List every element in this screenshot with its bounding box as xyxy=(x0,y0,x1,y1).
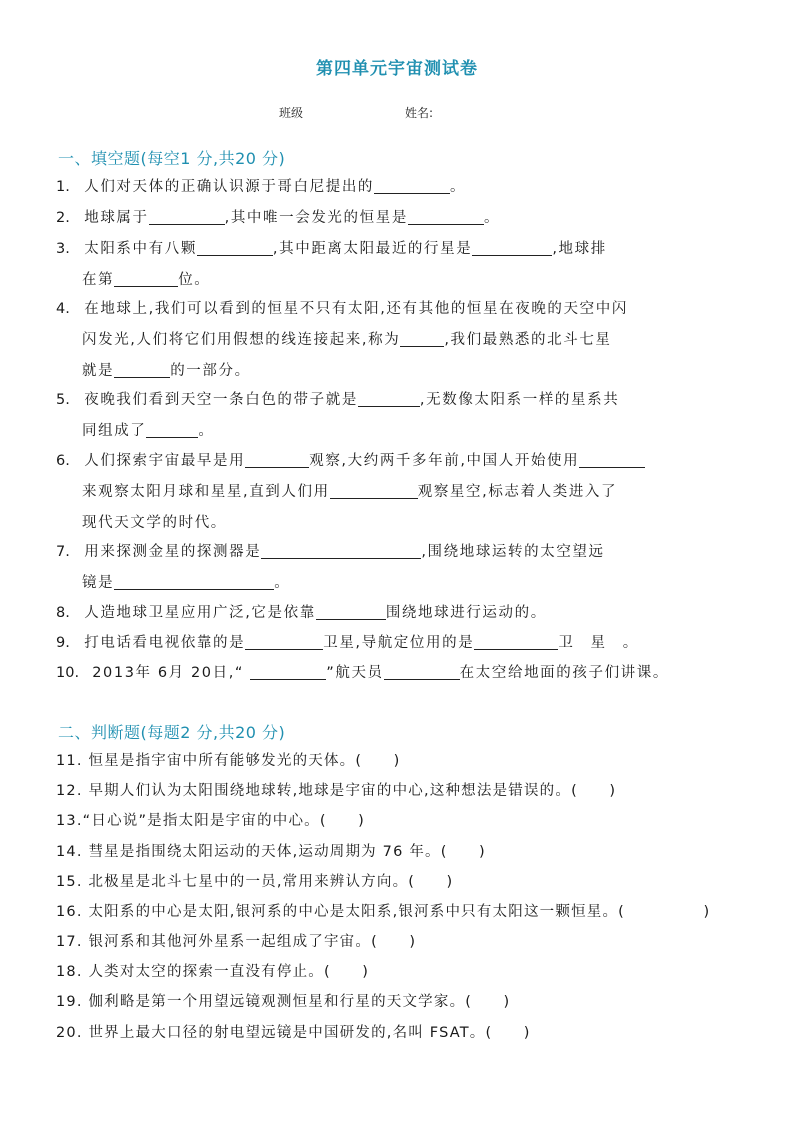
section-heading-true-false: 二、判断题(每题2 分,共20 分) xyxy=(58,723,286,742)
question-text: ,无数像太阳系一样的星系共 xyxy=(419,392,620,408)
question-number: 2. xyxy=(56,210,70,226)
question-number: 3. xyxy=(56,241,70,257)
question-text: 卫星,导航定位用的是 xyxy=(323,635,475,651)
question-number: 9. xyxy=(56,635,70,651)
question-text: 。 xyxy=(483,210,501,226)
question-text: 来观察太阳月球和星星,直到人们用 xyxy=(82,484,330,500)
judgment-item: 19. 伽利略是第一个用望远镜观测恒星和行星的天文学家。( ) xyxy=(56,994,511,1010)
question-text: 人们探索宇宙最早是用 xyxy=(84,453,246,469)
answer-blank[interactable] xyxy=(384,665,460,681)
question-text: 。 xyxy=(198,423,215,439)
question-text: 围绕地球进行运动的。 xyxy=(385,605,547,621)
judgment-item: 12. 早期人们认为太阳围绕地球转,地球是宇宙的中心,这种想法是错误的。( ) xyxy=(56,783,617,799)
question-8 xyxy=(56,598,740,629)
question-text: 夜晚我们看到天空一条白色的带子就是 xyxy=(84,392,358,408)
question-5 xyxy=(56,385,740,447)
answer-blank[interactable] xyxy=(114,272,178,288)
question-10 xyxy=(56,658,740,689)
judgment-item: 11. 恒星是指宇宙中所有能够发光的天体。( ) xyxy=(56,753,401,769)
question-text: 现代天文学的时代。 xyxy=(82,515,227,531)
answer-blank[interactable] xyxy=(472,241,552,257)
question-text: 2013年 6月 20日,“ xyxy=(92,665,251,681)
question-text: ,围绕地球运转的太空望远 xyxy=(421,544,605,560)
judgment-item: 20. 世界上最大口径的射电望远镜是中国研发的,名叫 FSAT。( ) xyxy=(56,1025,531,1041)
question-text: 。 xyxy=(450,179,467,195)
question-text: ,其中唯一会发光的恒星是 xyxy=(224,210,408,226)
question-text: ”航天员 xyxy=(326,665,384,681)
answer-blank[interactable] xyxy=(197,241,273,257)
answer-blank[interactable] xyxy=(374,179,450,195)
judgment-item: 15. 北极星是北斗七星中的一员,常用来辨认方向。( ) xyxy=(56,874,454,890)
answer-blank[interactable] xyxy=(245,453,309,469)
class-label: 班级 xyxy=(279,106,304,120)
question-text: 在地球上,我们可以看到的恒星不只有太阳,还有其他的恒星在夜晚的天空中闪 xyxy=(84,301,628,317)
question-text: 人们对天体的正确认识源于哥白尼提出的 xyxy=(84,179,375,195)
question-text: 同组成了 xyxy=(82,423,147,439)
judgment-item: 17. 银河系和其他河外星系一起组成了宇宙。( ) xyxy=(56,934,417,950)
judgment-item: 13.“日心说”是指太阳是宇宙的中心。( ) xyxy=(56,813,365,829)
judgment-item: 16. 太阳系的中心是太阳,银河系的中心是太阳系,银河系中只有太阳这一颗恒星。( ) xyxy=(56,904,711,920)
name-label: 姓名: xyxy=(405,106,434,120)
question-number: 1. xyxy=(56,179,70,195)
answer-blank[interactable] xyxy=(149,210,225,226)
answer-blank[interactable] xyxy=(408,210,484,226)
answer-blank[interactable] xyxy=(114,575,274,591)
question-1 xyxy=(56,172,740,203)
question-text: 位。 xyxy=(178,272,211,288)
question-number: 5. xyxy=(56,392,70,408)
judgment-item: 18. 人类对太空的探索一直没有停止。( ) xyxy=(56,964,370,980)
section-heading-fill-in: 一、填空题(每空1 分,共20 分) xyxy=(58,149,286,168)
question-text: 就是 xyxy=(82,363,115,379)
question-text: 的一部分。 xyxy=(170,363,251,379)
answer-blank[interactable] xyxy=(261,544,421,560)
answer-blank[interactable] xyxy=(400,332,444,348)
page-title: 第四单元宇宙测试卷 xyxy=(316,59,478,79)
answer-blank[interactable] xyxy=(250,665,326,681)
question-2 xyxy=(56,203,740,234)
question-number: 4. xyxy=(56,301,70,317)
question-7 xyxy=(56,537,740,599)
question-text: 太阳系中有八颗 xyxy=(84,241,197,257)
question-text: ,我们最熟悉的北斗七星 xyxy=(444,332,612,348)
question-text: 观察,大约两千多年前,中国人开始使用 xyxy=(309,453,580,469)
question-number: 8. xyxy=(56,605,70,621)
answer-blank[interactable] xyxy=(114,363,170,379)
question-text: 用来探测金星的探测器是 xyxy=(84,544,262,560)
question-number: 10. xyxy=(56,665,80,681)
question-9 xyxy=(56,628,740,659)
question-6 xyxy=(56,446,740,539)
answer-blank[interactable] xyxy=(330,484,418,500)
question-text: ,地球排 xyxy=(552,241,607,257)
question-4 xyxy=(56,294,740,387)
question-text: 。 xyxy=(274,575,291,591)
question-text: 镜是 xyxy=(82,575,115,591)
question-text: 闪发光,人们将它们用假想的线连接起来,称为 xyxy=(82,332,401,348)
question-text: 打电话看电视依靠的是 xyxy=(84,635,246,651)
answer-blank[interactable] xyxy=(146,423,198,439)
answer-blank[interactable] xyxy=(358,392,420,408)
question-text: 地球属于 xyxy=(84,210,149,226)
question-text: 在太空给地面的孩子们讲课。 xyxy=(459,665,669,681)
judgment-item: 14. 彗星是指围绕太阳运动的天体,运动周期为 76 年。( ) xyxy=(56,844,486,860)
question-3 xyxy=(56,234,740,296)
question-number: 7. xyxy=(56,544,70,560)
question-text: 观察星空,标志着人类进入了 xyxy=(417,484,618,500)
question-number: 6. xyxy=(56,453,70,469)
question-text: 在第 xyxy=(82,272,115,288)
answer-blank[interactable] xyxy=(316,605,386,621)
question-text: 人造地球卫星应用广泛,它是依靠 xyxy=(84,605,316,621)
question-text: ,其中距离太阳最近的行星是 xyxy=(272,241,473,257)
answer-blank[interactable] xyxy=(474,635,558,651)
answer-blank[interactable] xyxy=(245,635,323,651)
question-text: 卫 星 。 xyxy=(558,635,639,651)
answer-blank[interactable] xyxy=(579,453,645,469)
